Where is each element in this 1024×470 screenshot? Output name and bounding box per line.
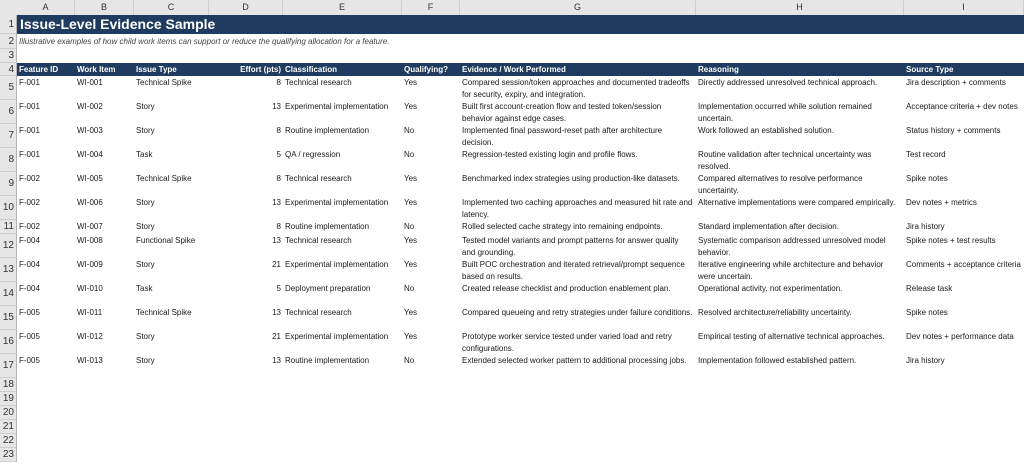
source-type-cell[interactable]: Status history + comments xyxy=(906,126,1001,135)
source-type-cell[interactable]: Dev notes + performance data xyxy=(906,332,1014,341)
classification-cell[interactable]: Experimental implementation xyxy=(285,198,389,207)
row-header-18[interactable]: 18 xyxy=(0,378,17,392)
row-header-13[interactable]: 13 xyxy=(0,258,17,282)
reasoning-cell[interactable]: Routine validation after technical uncertainty was resolved. xyxy=(698,150,872,171)
row-header-21[interactable]: 21 xyxy=(0,420,17,434)
reasoning-cell[interactable]: Operational activity, not experimentation. xyxy=(698,284,843,293)
classification-cell[interactable]: Technical research xyxy=(285,308,352,317)
row-header-6[interactable]: 6 xyxy=(0,100,17,124)
qualifying-cell[interactable]: Yes xyxy=(404,236,418,245)
row-header-1[interactable]: 1 xyxy=(0,15,17,34)
sheet-title[interactable]: Issue-Level Evidence Sample xyxy=(20,16,216,32)
feature-id-cell[interactable]: F-004 xyxy=(19,236,40,245)
header-issue-type[interactable]: Issue Type xyxy=(136,65,177,74)
qualifying-cell[interactable]: Yes xyxy=(404,198,418,207)
qualifying-cell[interactable]: Yes xyxy=(404,174,418,183)
column-headers xyxy=(0,0,1024,16)
column-header-e[interactable]: E xyxy=(283,0,402,15)
work-item-cell[interactable]: WI-010 xyxy=(77,284,103,293)
issue-type-cell[interactable]: Task xyxy=(136,284,153,293)
source-type-cell[interactable]: Dev notes + metrics xyxy=(906,198,977,207)
row-header-23[interactable]: 23 xyxy=(0,448,17,462)
feature-id-cell[interactable]: F-005 xyxy=(19,308,40,317)
source-type-cell[interactable]: Jira description + comments xyxy=(906,78,1006,87)
issue-type-cell[interactable]: Task xyxy=(136,150,153,159)
row-header-15[interactable]: 15 xyxy=(0,306,17,330)
effort-cell[interactable]: 13 xyxy=(272,236,281,245)
column-header-b[interactable]: B xyxy=(75,0,134,15)
issue-type-cell[interactable]: Functional Spike xyxy=(136,236,196,245)
header-classification[interactable]: Classification xyxy=(285,65,338,74)
work-item-cell[interactable]: WI-011 xyxy=(77,308,103,317)
header-qualifying[interactable]: Qualifying? xyxy=(404,65,448,74)
sheet-subtitle[interactable]: Illustrative examples of how child work items can support or reduce the qualifying allocation for a feature. xyxy=(19,37,390,46)
row-header-9[interactable]: 9 xyxy=(0,172,17,196)
qualifying-cell[interactable]: No xyxy=(404,356,415,365)
effort-cell[interactable]: 21 xyxy=(272,332,281,341)
work-item-cell[interactable]: WI-005 xyxy=(77,174,103,183)
evidence-cell[interactable]: Tested model variants and prompt patterns for answer quality and grounding. xyxy=(462,236,679,257)
header-evidence[interactable]: Evidence / Work Performed xyxy=(462,65,566,74)
work-item-cell[interactable]: WI-007 xyxy=(77,222,103,231)
classification-cell[interactable]: Routine implementation xyxy=(285,356,370,365)
header-source-type[interactable]: Source Type xyxy=(906,65,954,74)
row-header-17[interactable]: 17 xyxy=(0,354,17,378)
work-item-cell[interactable]: WI-013 xyxy=(77,356,103,365)
row-header-4[interactable]: 4 xyxy=(0,63,17,76)
evidence-cell[interactable]: Built first account-creation flow and tested token/session behavior against edge cases. xyxy=(462,102,662,123)
header-work-item[interactable]: Work Item xyxy=(77,65,116,74)
effort-cell[interactable]: 13 xyxy=(272,198,281,207)
work-item-cell[interactable]: WI-008 xyxy=(77,236,103,245)
work-item-cell[interactable]: WI-004 xyxy=(77,150,103,159)
source-type-cell[interactable]: Spike notes + test results xyxy=(906,236,996,245)
row-header-19[interactable]: 19 xyxy=(0,392,17,406)
evidence-cell[interactable]: Built POC orchestration and iterated retrieval/prompt sequence based on results. xyxy=(462,260,685,281)
issue-type-cell[interactable]: Story xyxy=(136,356,155,365)
work-item-cell[interactable]: WI-012 xyxy=(77,332,103,341)
row-header-5[interactable]: 5 xyxy=(0,76,17,100)
qualifying-cell[interactable]: No xyxy=(404,150,415,159)
effort-cell[interactable]: 8 xyxy=(276,126,281,135)
source-type-cell[interactable]: Release task xyxy=(906,284,953,293)
row-header-20[interactable]: 20 xyxy=(0,406,17,420)
effort-cell[interactable]: 8 xyxy=(276,174,281,183)
classification-cell[interactable]: Routine implementation xyxy=(285,222,370,231)
issue-type-cell[interactable]: Story xyxy=(136,222,155,231)
effort-cell[interactable]: 13 xyxy=(272,102,281,111)
row-header-8[interactable]: 8 xyxy=(0,148,17,172)
column-header-f[interactable]: F xyxy=(402,0,460,15)
reasoning-cell[interactable]: Directly addressed unresolved technical approach. xyxy=(698,78,878,87)
feature-id-cell[interactable]: F-004 xyxy=(19,260,40,269)
evidence-cell[interactable]: Compared session/token approaches and documented tradeoffs for security, expiry, and integration. xyxy=(462,78,690,99)
work-item-cell[interactable]: WI-003 xyxy=(77,126,103,135)
reasoning-cell[interactable]: Empirical testing of alternative technical approaches. xyxy=(698,332,885,341)
source-type-cell[interactable]: Comments + acceptance criteria xyxy=(906,260,1021,269)
column-header-c[interactable]: C xyxy=(134,0,209,15)
classification-cell[interactable]: Routine implementation xyxy=(285,126,370,135)
evidence-cell[interactable]: Regression-tested existing login and profile flows. xyxy=(462,150,638,159)
evidence-cell[interactable]: Rolled selected cache strategy into remaining endpoints. xyxy=(462,222,663,231)
source-type-cell[interactable]: Jira history xyxy=(906,356,945,365)
reasoning-cell[interactable]: Iterative engineering while architecture and behavior were uncertain. xyxy=(698,260,884,281)
header-effort-pts[interactable]: Effort (pts) xyxy=(240,65,281,74)
qualifying-cell[interactable]: No xyxy=(404,284,415,293)
effort-cell[interactable]: 8 xyxy=(276,222,281,231)
feature-id-cell[interactable]: F-002 xyxy=(19,198,40,207)
classification-cell[interactable]: Technical research xyxy=(285,236,352,245)
effort-cell[interactable]: 8 xyxy=(276,78,281,87)
work-item-cell[interactable]: WI-009 xyxy=(77,260,103,269)
reasoning-cell[interactable]: Work followed an established solution. xyxy=(698,126,834,135)
row-header-12[interactable]: 12 xyxy=(0,234,17,258)
feature-id-cell[interactable]: F-002 xyxy=(19,222,40,231)
classification-cell[interactable]: QA / regression xyxy=(285,150,341,159)
row-header-14[interactable]: 14 xyxy=(0,282,17,306)
reasoning-cell[interactable]: Implementation occurred while solution remained uncertain. xyxy=(698,102,872,123)
column-header-i[interactable]: I xyxy=(904,0,1024,15)
feature-id-cell[interactable]: F-001 xyxy=(19,102,40,111)
qualifying-cell[interactable]: No xyxy=(404,222,415,231)
issue-type-cell[interactable]: Story xyxy=(136,332,155,341)
classification-cell[interactable]: Experimental implementation xyxy=(285,102,389,111)
evidence-cell[interactable]: Implemented final password-reset path after architecture decision. xyxy=(462,126,663,147)
column-header-d[interactable]: D xyxy=(209,0,283,15)
classification-cell[interactable]: Deployment preparation xyxy=(285,284,371,293)
reasoning-cell[interactable]: Standard implementation after decision. xyxy=(698,222,839,231)
qualifying-cell[interactable]: Yes xyxy=(404,332,418,341)
effort-cell[interactable]: 5 xyxy=(276,284,281,293)
reasoning-cell[interactable]: Systematic comparison addressed unresolved model behavior. xyxy=(698,236,886,257)
reasoning-cell[interactable]: Alternative implementations were compared empirically. xyxy=(698,198,896,207)
reasoning-cell[interactable]: Resolved architecture/reliability uncertainty. xyxy=(698,308,852,317)
issue-type-cell[interactable]: Story xyxy=(136,126,155,135)
feature-id-cell[interactable]: F-001 xyxy=(19,126,40,135)
issue-type-cell[interactable]: Technical Spike xyxy=(136,174,192,183)
reasoning-cell[interactable]: Compared alternatives to resolve performance uncertainty. xyxy=(698,174,863,195)
evidence-cell[interactable]: Extended selected worker pattern to additional processing jobs. xyxy=(462,356,687,365)
feature-id-cell[interactable]: F-005 xyxy=(19,356,40,365)
feature-id-cell[interactable]: F-002 xyxy=(19,174,40,183)
qualifying-cell[interactable]: Yes xyxy=(404,308,418,317)
effort-cell[interactable]: 13 xyxy=(272,356,281,365)
row-header-22[interactable]: 22 xyxy=(0,434,17,448)
issue-type-cell[interactable]: Story xyxy=(136,102,155,111)
row-header-10[interactable]: 10 xyxy=(0,196,17,220)
work-item-cell[interactable]: WI-002 xyxy=(77,102,103,111)
header-feature-id[interactable]: Feature ID xyxy=(19,65,59,74)
row-header-16[interactable]: 16 xyxy=(0,330,17,354)
source-type-cell[interactable]: Spike notes xyxy=(906,174,948,183)
work-item-cell[interactable]: WI-001 xyxy=(77,78,103,87)
row-header-11[interactable]: 11 xyxy=(0,220,17,234)
effort-cell[interactable]: 13 xyxy=(272,308,281,317)
classification-cell[interactable]: Experimental implementation xyxy=(285,260,389,269)
work-item-cell[interactable]: WI-006 xyxy=(77,198,103,207)
issue-type-cell[interactable]: Technical Spike xyxy=(136,308,192,317)
qualifying-cell[interactable]: No xyxy=(404,126,415,135)
issue-type-cell[interactable]: Story xyxy=(136,260,155,269)
evidence-cell[interactable]: Benchmarked index strategies using production-like datasets. xyxy=(462,174,680,183)
feature-id-cell[interactable]: F-001 xyxy=(19,78,40,87)
classification-cell[interactable]: Technical research xyxy=(285,174,352,183)
issue-type-cell[interactable]: Story xyxy=(136,198,155,207)
row-header-3[interactable]: 3 xyxy=(0,49,17,63)
row-header-2[interactable]: 2 xyxy=(0,34,17,49)
evidence-cell[interactable]: Prototype worker service tested under varied load and retry configurations. xyxy=(462,332,672,353)
evidence-cell[interactable]: Implemented two caching approaches and measured hit rate and latency. xyxy=(462,198,693,219)
reasoning-cell[interactable]: Implementation followed established pattern. xyxy=(698,356,857,365)
evidence-cell[interactable]: Created release checklist and production enablement plan. xyxy=(462,284,671,293)
qualifying-cell[interactable]: Yes xyxy=(404,102,418,111)
evidence-cell[interactable]: Compared queueing and retry strategies under failure conditions. xyxy=(462,308,693,317)
header-reasoning[interactable]: Reasoning xyxy=(698,65,739,74)
qualifying-cell[interactable]: Yes xyxy=(404,260,418,269)
source-type-cell[interactable]: Test record xyxy=(906,150,946,159)
classification-cell[interactable]: Experimental implementation xyxy=(285,332,389,341)
feature-id-cell[interactable]: F-001 xyxy=(19,150,40,159)
source-type-cell[interactable]: Spike notes xyxy=(906,308,948,317)
column-header-h[interactable]: H xyxy=(696,0,904,15)
source-type-cell[interactable]: Jira history xyxy=(906,222,945,231)
effort-cell[interactable]: 5 xyxy=(276,150,281,159)
column-header-a[interactable]: A xyxy=(17,0,75,15)
classification-cell[interactable]: Technical research xyxy=(285,78,352,87)
column-header-g[interactable]: G xyxy=(460,0,696,15)
feature-id-cell[interactable]: F-005 xyxy=(19,332,40,341)
source-type-cell[interactable]: Acceptance criteria + dev notes xyxy=(906,102,1018,111)
effort-cell[interactable]: 21 xyxy=(272,260,281,269)
qualifying-cell[interactable]: Yes xyxy=(404,78,418,87)
row-header-7[interactable]: 7 xyxy=(0,124,17,148)
issue-type-cell[interactable]: Technical Spike xyxy=(136,78,192,87)
feature-id-cell[interactable]: F-004 xyxy=(19,284,40,293)
